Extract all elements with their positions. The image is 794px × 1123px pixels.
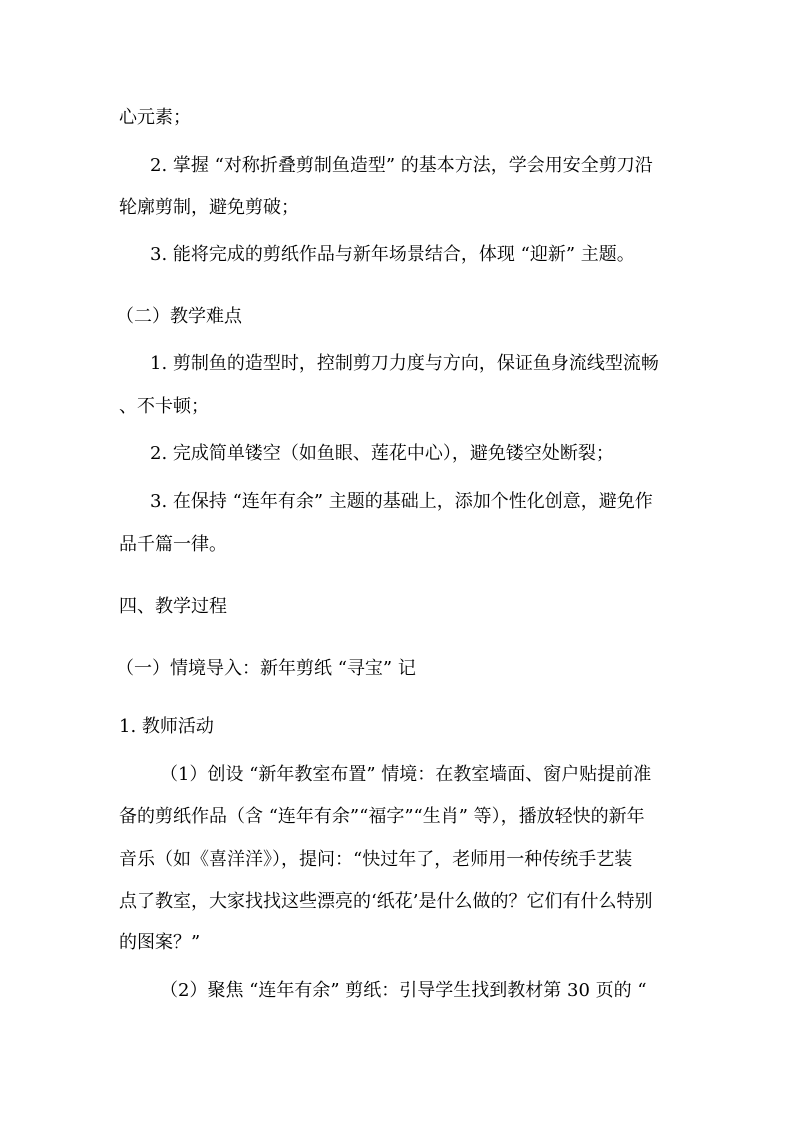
difficulty-item-2: 2. 完成简单镂空（如鱼眼、莲花中心），避免镂空处断裂；: [150, 443, 614, 464]
objective-item-3: 3. 能将完成的剪纸作品与新年场景结合，体现 “迎新” 主题。: [150, 244, 635, 265]
activity-item-2: （2）聚焦 “连年有余” 剪纸：引导学生找到教材第 30 页的 “: [160, 980, 647, 1001]
text-line: 、不卡顿；: [119, 396, 209, 417]
subsection-heading-situation-intro: （一）情境导入：新年剪纸 “寻宝” 记: [116, 658, 416, 679]
objective-item-2: 2. 掌握 “对称折叠剪制鱼造型” 的基本方法，学会用安全剪刀沿: [150, 155, 653, 176]
text-line: 备的剪纸作品（含 “连年有余”“福字”“生肖” 等），播放轻快的新年: [119, 806, 645, 827]
text-line: 点了教室，大家找找这些漂亮的‘纸花’是什么做的？它们有什么特别: [119, 891, 653, 912]
text-line: 品千篇一律。: [119, 534, 227, 555]
section-heading-teaching-difficulties: （二）教学难点: [116, 306, 242, 327]
text-line: 心元素；: [119, 107, 191, 128]
text-line: 音乐（如《喜洋洋》），提问：“快过年了，老师用一种传统手艺装: [119, 849, 633, 870]
text-line: 的图案？”: [119, 932, 201, 953]
activity-item-1: （1）创设 “新年教室布置” 情境：在教室墙面、窗户贴提前准: [160, 764, 652, 785]
difficulty-item-1: 1. 剪制鱼的造型时，控制剪刀力度与方向，保证鱼身流线型流畅: [150, 353, 659, 374]
text-line: 轮廓剪制，避免剪破；: [119, 197, 299, 218]
section-heading-teaching-process: 四、教学过程: [119, 596, 227, 617]
difficulty-item-3: 3. 在保持 “连年有余” 主题的基础上，添加个性化创意，避免作: [150, 491, 653, 512]
subsection-heading-teacher-activity: 1. 教师活动: [119, 716, 214, 737]
